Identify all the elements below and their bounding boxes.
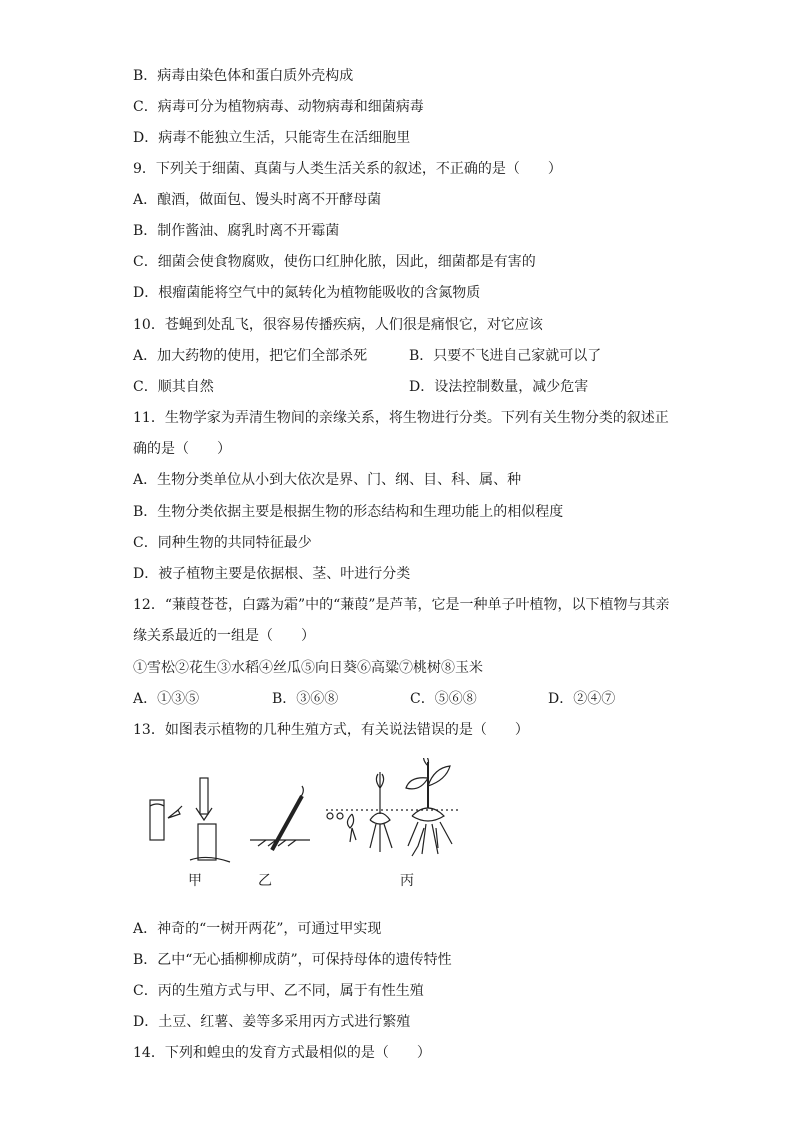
q13-option-b: B．乙中“无心插柳柳成荫”，可保持母体的遗传特性	[133, 952, 452, 968]
q12-option-d: D．②④⑦	[548, 691, 616, 707]
q12-option-c: C．⑤⑥⑧	[410, 691, 477, 707]
q12-option-b: B．③⑥⑧	[272, 691, 339, 707]
q13-option-a: A．神奇的“一树开两花”，可通过甲实现	[133, 921, 382, 937]
figure-label-bing: 丙	[400, 873, 414, 889]
q13-stem: 13．如图表示植物的几种生殖方式，有关说法错误的是（ ）	[133, 722, 529, 738]
q9-option-a: A．酿酒，做面包、馒头时离不开酵母菌	[133, 192, 382, 208]
q13-option-c: C．丙的生殖方式与甲、乙不同，属于有性生殖	[133, 983, 424, 999]
q10-option-c: C．顺其自然	[133, 379, 214, 395]
figure-label-yi: 乙	[258, 873, 272, 889]
q9-option-d: D．根瘤菌能将空气中的氮转化为植物能吸收的含氮物质	[133, 285, 481, 301]
q9-stem: 9．下列关于细菌、真菌与人类生活关系的叙述，不正确的是（ ）	[133, 161, 562, 177]
q9-option-c: C．细菌会使食物腐败，使伤口红肿化脓，因此，细菌都是有害的	[133, 254, 536, 270]
q14-stem: 14．下列和蝗虫的发育方式最相似的是（ ）	[133, 1045, 431, 1061]
q10-option-a: A．加大药物的使用，把它们全部杀死	[133, 348, 368, 364]
q10-stem: 10．苍蝇到处乱飞，很容易传播疾病，人们很是痛恨它，对它应该	[133, 317, 543, 333]
figure-label-jia: 甲	[188, 873, 202, 889]
q11-option-c: C．同种生物的共同特征最少	[133, 535, 312, 551]
q11-option-b: B．生物分类依据主要是根据生物的形态结构和生理功能上的相似程度	[133, 504, 564, 520]
q8-option-b: B．病毒由染色体和蛋白质外壳构成	[133, 68, 354, 84]
germination-illustration	[326, 758, 460, 856]
cutting-illustration	[250, 786, 310, 850]
q11-option-d: D．被子植物主要是依据根、茎、叶进行分类	[133, 566, 411, 582]
q10-option-d: D．设法控制数量，减少危害	[409, 379, 589, 395]
reproduction-drawing	[140, 758, 470, 868]
q9-option-b: B．制作酱油、腐乳时离不开霉菌	[133, 223, 340, 239]
q11-stem-line2: 确的是（ ）	[133, 441, 231, 457]
q11-stem-line1: 11．生物学家为弄清生物间的亲缘关系，将生物进行分类。下列有关生物分类的叙述正	[133, 410, 669, 426]
reproduction-figure	[140, 758, 470, 890]
q13-option-d: D．土豆、红薯、姜等多采用丙方式进行繁殖	[133, 1014, 411, 1030]
q12-option-a: A．①③⑤	[133, 691, 200, 707]
q12-plant-list: ①雪松②花生③水稻④丝瓜⑤向日葵⑥高粱⑦桃树⑧玉米	[133, 660, 483, 676]
q12-stem-line1: 12．“蒹葭苍苍，白露为霜”中的“蒹葭”是芦苇，它是一种单子叶植物，以下植物与其亲	[133, 597, 670, 613]
q11-option-a: A．生物分类单位从小到大依次是界、门、纲、目、科、属、种	[133, 472, 522, 488]
q10-option-b: B．只要不飞进自己家就可以了	[409, 348, 602, 364]
q12-stem-line2: 缘关系最近的一组是（ ）	[133, 628, 315, 644]
grafting-illustration	[150, 778, 230, 862]
q8-option-d: D．病毒不能独立生活，只能寄生在活细胞里	[133, 130, 411, 146]
q8-option-c: C．病毒可分为植物病毒、动物病毒和细菌病毒	[133, 99, 424, 115]
